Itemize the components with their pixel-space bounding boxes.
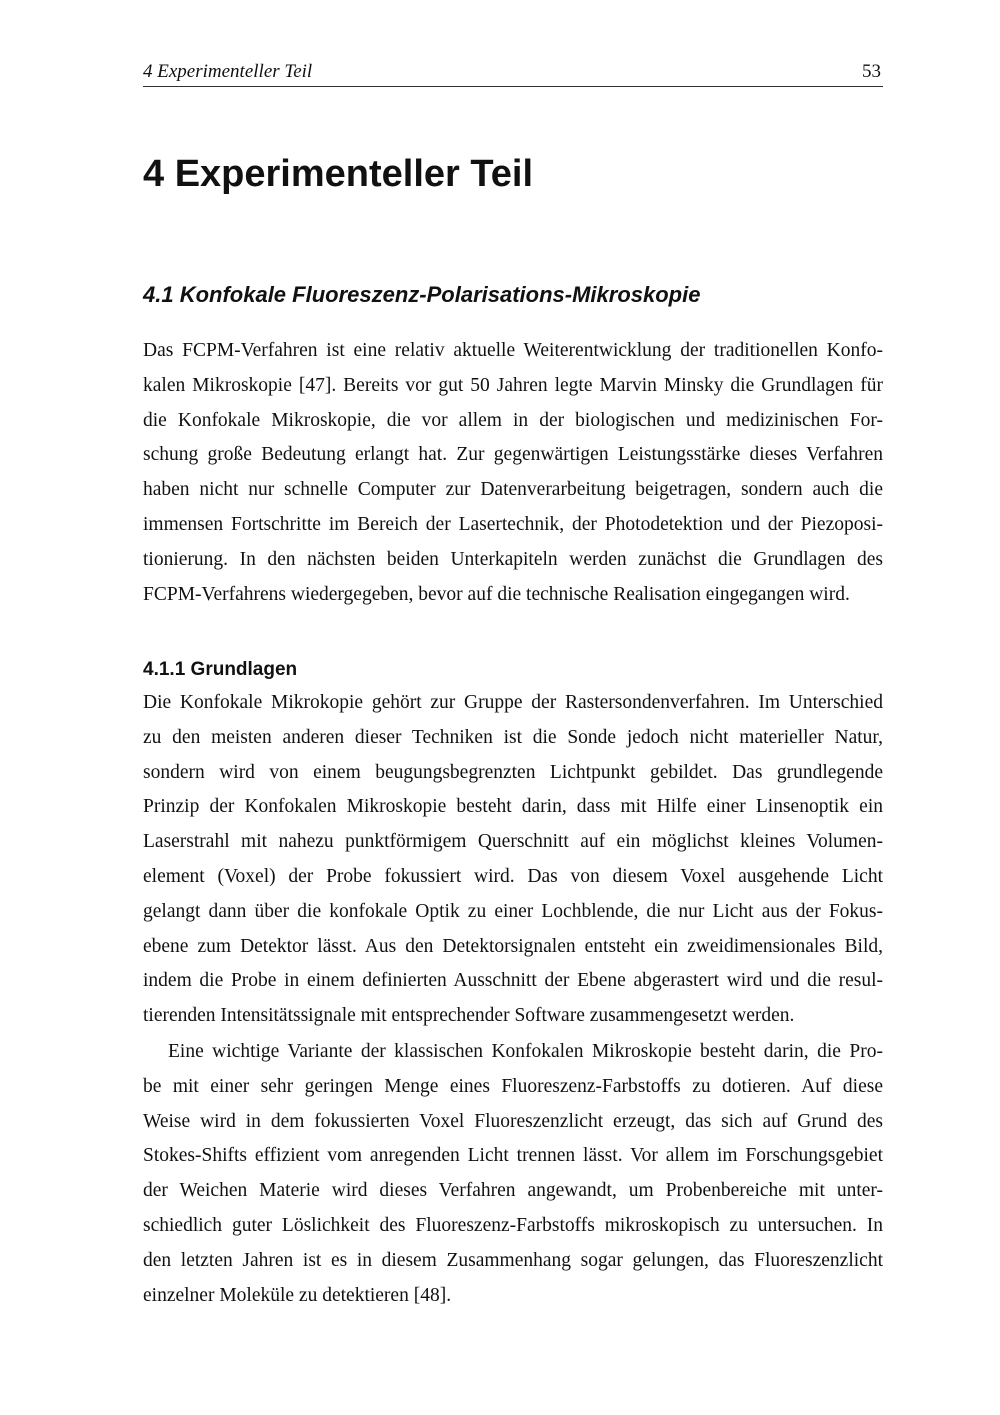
text-line: gelangt dann über die konfokale Optik zu einer Lochblende, die nur Licht aus der Fokus-: [143, 900, 883, 922]
text-line: indem die Probe in einem definierten Ausschnitt der Ebene abgerastert wird und die resul-: [143, 970, 883, 992]
section-title: 4.1 Konfokale Fluoreszenz-Polarisations-Mikroskopie: [143, 282, 701, 307]
text-line: Prinzip der Konfokalen Mikroskopie besteht darin, dass mit Hilfe einer Linsenoptik ein: [143, 796, 883, 818]
text-line: immensen Fortschritte im Bereich der Lasertechnik, der Photodetektion und der Piezoposi-: [143, 513, 883, 535]
section-intro-paragraph: [143, 334, 883, 612]
text-line: tierenden Intensitätssignale mit entsprechender Software zusammengesetzt werden.: [143, 1005, 795, 1027]
text-line: Das FCPM-Verfahren ist eine relativ aktuelle Weiterentwicklung der traditionellen Konfo-: [143, 340, 883, 361]
text-line: schung große Bedeutung erlangt hat. Zur gegenwärtigen Leistungsstärke dieses Verfahren: [143, 444, 883, 466]
text-line: zu den meisten anderen dieser Techniken ist die Sonde jedoch nicht materieller Natur,: [143, 726, 883, 748]
text-line: einzelner Moleküle zu detektieren [48].: [143, 1284, 452, 1306]
page-number: 53: [862, 61, 881, 82]
running-header-title: 4 Experimenteller Teil: [143, 61, 313, 82]
text-line: die Konfokale Mikroskopie, die vor allem in der biologischen und medizinischen For-: [143, 409, 883, 431]
text-line: be mit einer sehr geringen Menge eines Fluoreszenz-Farbstoffs zu dotieren. Auf diese: [143, 1075, 883, 1097]
running-header: [143, 60, 883, 87]
text-line: Die Konfokale Mikrokopie gehört zur Gruppe der Rastersondenverfahren. Im Unterschied: [143, 692, 883, 713]
text-line: den letzten Jahren ist es in diesem Zusammenhang sogar gelungen, das Fluoreszenzlicht: [143, 1249, 883, 1271]
grundlagen-paragraph-2: [143, 1035, 883, 1313]
text-line: element (Voxel) der Probe fokussiert wird. Das von diesem Voxel ausgehende Licht: [143, 865, 883, 887]
text-line: Eine wichtige Variante der klassischen Konfokalen Mikroskopie besteht darin, die Pro-: [168, 1041, 883, 1062]
chapter-title: 4 Experimenteller Teil: [143, 153, 534, 195]
text-line: kalen Mikroskopie [47]. Bereits vor gut 50 Jahren legte Marvin Minsky die Grundlagen für: [143, 374, 883, 396]
text-line: tionierung. In den nächsten beiden Unterkapiteln werden zunächst die Grundlagen des: [143, 548, 883, 570]
text-line: Stokes-Shifts effizient vom anregenden Licht trennen lässt. Vor allem im Forschungsgebiet: [143, 1145, 883, 1167]
text-line: schiedlich guter Löslichkeit des Fluoreszenz-Farbstoffs mikroskopisch zu untersuchen. In: [143, 1214, 883, 1236]
text-line: FCPM-Verfahrens wiedergegeben, bevor auf die technische Realisation eingegangen wird.: [143, 583, 850, 605]
text-line: haben nicht nur schnelle Computer zur Datenverarbeitung beigetragen, sondern auch die: [143, 479, 883, 501]
grundlagen-paragraph-1: [143, 686, 883, 1034]
text-line: Laserstrahl mit nahezu punktförmigem Querschnitt auf ein möglichst kleines Volumen-: [143, 831, 883, 853]
text-line: ebene zum Detektor lässt. Aus den Detektorsignalen entsteht ein zweidimensionales Bild,: [143, 935, 883, 957]
subsection-title: 4.1.1 Grundlagen: [143, 659, 298, 680]
text-line: Weise wird in dem fokussierten Voxel Fluoreszenzlicht erzeugt, das sich auf Grund des: [143, 1110, 883, 1132]
text-line: der Weichen Materie wird dieses Verfahren angewandt, um Probenbereiche mit unter-: [143, 1180, 883, 1202]
text-line: sondern wird von einem beugungsbegrenzten Lichtpunkt gebildet. Das grundlegende: [143, 761, 883, 783]
